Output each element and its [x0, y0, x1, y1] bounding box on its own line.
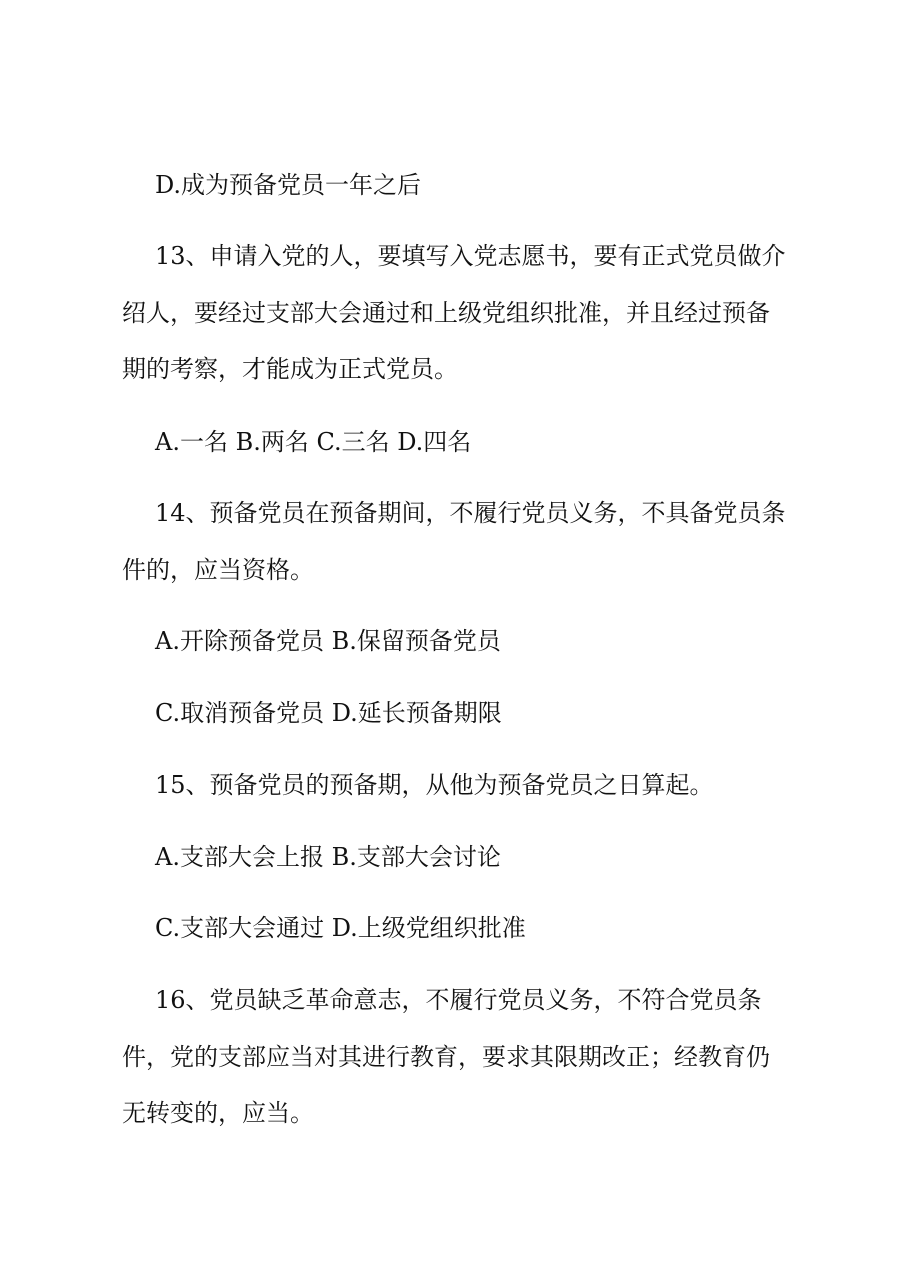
question-14-line-2: 件的，应当资格。: [122, 556, 314, 584]
question-14-options-cd: C.取消预备党员 D.延长预备期限: [155, 699, 502, 727]
question-13-line-1: 13、申请入党的人，要填写入党志愿书，要有正式党员做介: [155, 242, 786, 270]
question-13-line-3: 期的考察，才能成为正式党员。: [122, 355, 458, 383]
option-line-q12-d: D.成为预备党员一年之后: [155, 171, 422, 199]
question-14-options-ab: A.开除预备党员 B.保留预备党员: [155, 627, 501, 655]
question-15-options-cd: C.支部大会通过 D.上级党组织批准: [155, 914, 526, 942]
question-13-line-2: 绍人，要经过支部大会通过和上级党组织批准，并且经过预备: [122, 299, 770, 327]
question-16-line-1: 16、党员缺乏革命意志，不履行党员义务，不符合党员条: [155, 986, 762, 1014]
question-13-options: A.一名 B.两名 C.三名 D.四名: [155, 428, 472, 456]
question-16-line-3: 无转变的，应当。: [122, 1099, 314, 1127]
question-15-options-ab: A.支部大会上报 B.支部大会讨论: [155, 843, 501, 871]
question-14-line-1: 14、预备党员在预备期间，不履行党员义务，不具备党员条: [155, 499, 786, 527]
question-15-line-1: 15、预备党员的预备期，从他为预备党员之日算起。: [155, 771, 714, 799]
question-16-line-2: 件，党的支部应当对其进行教育，要求其限期改正；经教育仍: [122, 1043, 770, 1071]
